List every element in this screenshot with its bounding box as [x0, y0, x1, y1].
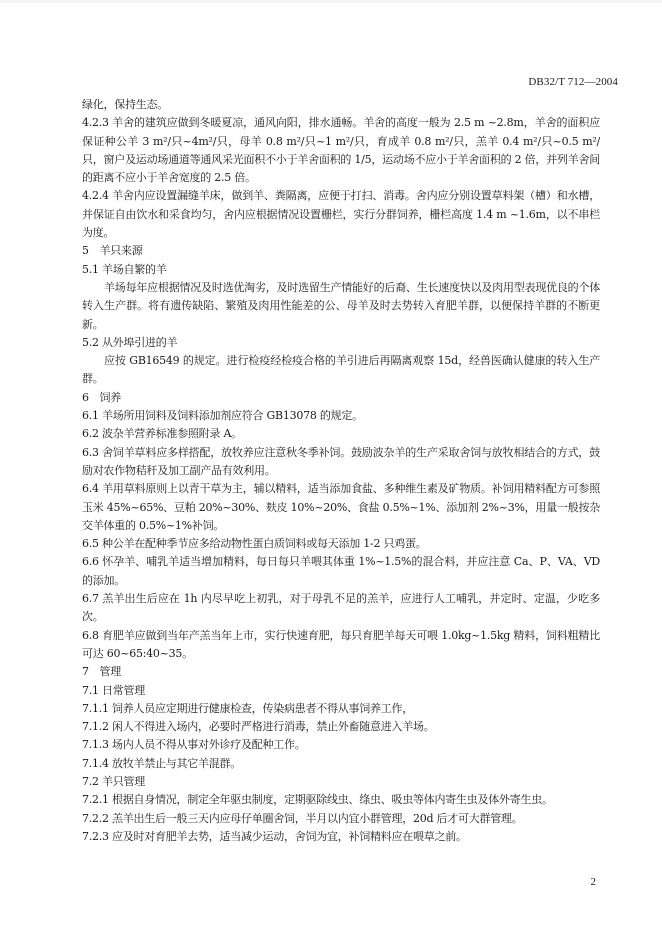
subsection-heading-7-1: 7.1 日常管理: [82, 683, 145, 697]
clause-7-2-1: 7.2.1 根据自身情况，制定全年驱虫制度，定期驱除线虫、绦虫、吸虫等体内寄生虫及体外寄生虫。: [82, 793, 553, 807]
subsection-heading-7-2: 7.2 羊只管理: [82, 774, 145, 788]
top-edge: [0, 0, 662, 3]
clause-7-2-2: 7.2.2 羔羊出生后一般三天内应母仔单圈舍饲，半月以内宜小群管理，20d 后才可大群管理。: [82, 811, 523, 825]
clause-7-1-1: 7.1.1 饲养人员应定期进行健康检查，传染病患者不得从事饲养工作，: [82, 701, 413, 715]
page-content: [82, 96, 600, 846]
paragraph-5-1: 羊场每年应根据情况及时选优淘劣，及时选留生产情能好的后裔、生长速度快以及肉用型表现优良的个体转入生产群。将有遗传缺陷、繁殖及肉用性能差的公、母羊及时去势转入育肥羊群，以便保持羊群的不断更新。: [82, 280, 600, 331]
section-heading-6: 6 饲养: [82, 390, 121, 404]
subsection-heading-5-2: 5.2 从外埠引进的羊: [82, 335, 178, 349]
clause-7-1-3: 7.1.3 场内人员不得从事对外诊疗及配种工作。: [82, 738, 306, 752]
clause-6-5: 6.5 种公羊在配种季节应多给动物性蛋白质饲料或每天添加 1-2 只鸡蛋。: [82, 537, 427, 551]
clause-7-1-4: 7.1.4 放牧羊禁止与其它羊混群。: [82, 756, 241, 770]
clause-6-3: 6.3 舍饲羊草料应多样搭配，放牧养应注意秋冬季补饲。鼓励波杂羊的生产采取舍饲与放牧相结合的方式，鼓励对农作物秸秆及加工副产品有效利用。: [82, 445, 600, 477]
clause-7-2-3: 7.2.3 应及时对育肥羊去势，适当减少运动，舍饲为宜，补饲精料应在喂草之前。: [82, 829, 467, 843]
subsection-heading-5-1: 5.1 羊场自繁的羊: [82, 262, 167, 276]
clause-6-2: 6.2 波杂羊营养标准参照附录 A。: [82, 427, 242, 441]
page-number: 2: [590, 876, 596, 888]
section-heading-7: 7 管理: [82, 665, 121, 679]
section-heading-5: 5 羊只来源: [82, 244, 143, 258]
clause-6-6: 6.6 怀孕羊、哺乳羊适当增加精料，每日每只羊喂其体重 1%~1.5%的混合料，并应注意 Ca、P、VA、VD 的添加。: [82, 555, 600, 587]
clause-6-7: 6.7 羔羊出生后应在 1h 内尽早吃上初乳，对于母乳不足的羔羊，应进行人工哺乳，并定时、定温，少吃多次。: [82, 592, 600, 624]
clause-6-1: 6.1 羊场所用饲料及饲料添加剂应符合 GB13078 的规定。: [82, 409, 363, 423]
document-code: DB32/T 712—2004: [528, 76, 618, 88]
clause-7-1-2: 7.1.2 闲人不得进入场内，必要时严格进行消毒，禁止外畜随意进入羊场。: [82, 720, 435, 734]
clause-4-2-4: 4.2.4 羊舍内应设置漏缝羊床，做到羊、粪隔离，应便于打扫、消毒。舍内应分别设置草料架（槽）和水槽，并保证自由饮水和采食均匀，舍内应根据情况设置栅栏，实行分群饲养，栅栏高度 1.4 m ~1.6m，以不串栏为度。: [82, 189, 600, 240]
paragraph-5-2: 应按 GB16549 的规定。进行检疫经检疫合格的羊引进后再隔离观察 15d，经兽医确认健康的转入生产群。: [82, 354, 600, 386]
clause-4-2-3: 4.2.3 羊舍的建筑应做到冬暖夏凉，通风向阳，排水通畅。羊舍的高度一般为 2.5 m ~2.8m，羊舍的面积应保证种公羊 3 m²/只~4m²/只，母羊 0.8 m²/只~1 m²/只，育成羊 0.8 m²/只，羔羊 0.4 m²/只~0.5 m²/只，窗户及运动场通道等通风采光面积不小于羊舍面积的 1/5，运动场不应小于羊舍面积的 2 倍，并列羊舍间的距离不应小于羊舍宽度的 2.5 倍。: [82, 116, 600, 185]
paragraph-greening: 绿化，保持生态。: [82, 98, 168, 111]
clause-6-8: 6.8 育肥羊应做到当年产羔当年上市，实行快速育肥，每只育肥羊每天可喂 1.0kg~1.5kg 精料，饲料粗精比可达 60~65:40~35。: [82, 628, 600, 660]
clause-6-4: 6.4 羊用草料原则上以青干草为主，辅以精料，适当添加食盐、多种维生素及矿物质。补饲用精料配方可参照玉米 45%~65%、豆粕 20%~30%、麸皮 10%~20%、食盐 0.5%~1%、添加剂 2%~3%，用量一般按杂交羊体重的 0.5%~1%补饲。: [82, 482, 600, 532]
